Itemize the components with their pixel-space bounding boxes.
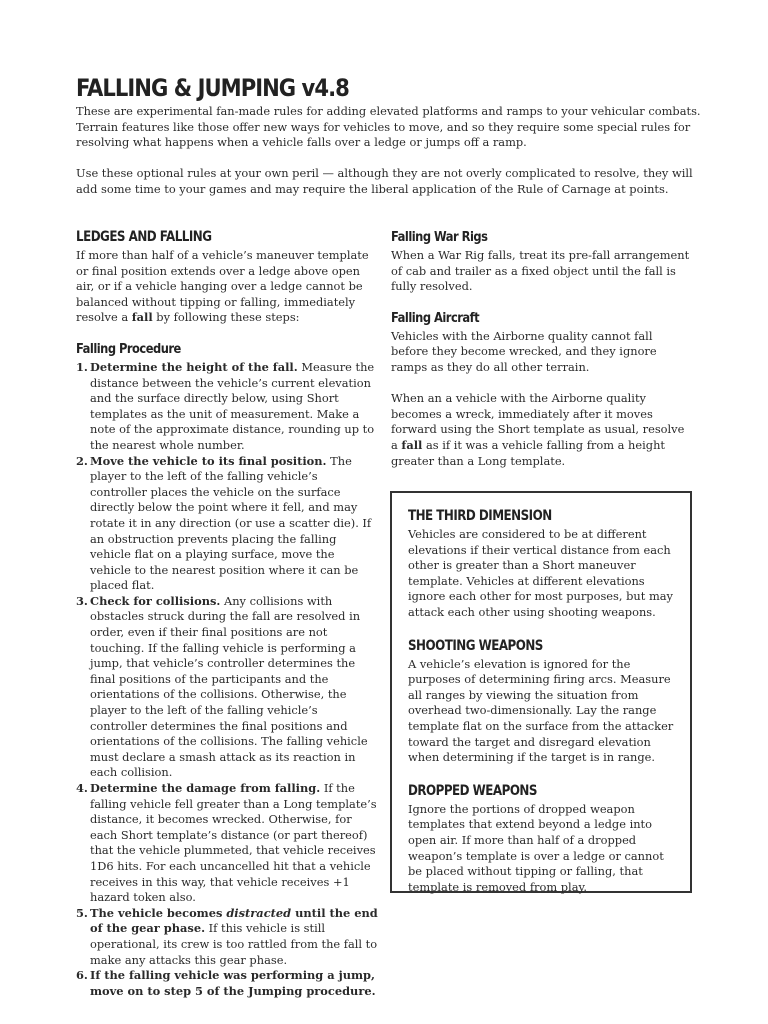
shooting-weapons-heading: SHOOTING WEAPONS bbox=[408, 637, 543, 654]
step-lead: Move the vehicle to its final position. bbox=[90, 453, 327, 468]
step-number: 2. bbox=[76, 453, 88, 468]
step-number: 1. bbox=[76, 359, 88, 374]
step-text: Any collisions with obstacles struck during the fall are resolved in order, even if their final positions are not touching. If the falling vehicle is performing a jump, that vehicle’s controller determines the final positions of the participants and the orientations of the collisions. Otherwise, the player to the left of the falling vehicle’s controller determines the final positions and orientations of the collisions. The falling vehicle must declare a smash attack as its reaction in each collision. bbox=[90, 593, 368, 780]
ledges-text-after: by following these steps: bbox=[152, 310, 300, 325]
step-text: If the falling vehicle fell greater than a Long template’s distance, it becomes wrecked. Otherwise, for each Short template’s distance (or part thereof) that the vehicle plummeted, that vehicle receives 1D6 hits. For each uncancelled hit that a vehicle receives in this way, that vehicle receives +1 hazard token also. bbox=[90, 781, 377, 905]
procedure-steps bbox=[76, 360, 378, 999]
procedure-step bbox=[76, 781, 378, 906]
dropped-weapons-text: Ignore the portions of dropped weapon templates that extend beyond a ledge into open air. If more than half of a dropped weapon’s template is over a ledge or cannot be placed without tipping or falling, that template is removed from play. bbox=[408, 801, 664, 894]
step-number: 4. bbox=[76, 781, 88, 795]
aircraft-paragraph-2: When an a vehicle with the Airborne quality becomes a wreck, immediately after it moves forward using the Short template as usual, resolve a fall as if it was a vehicle falling from a height greater than a Long template. bbox=[391, 391, 685, 468]
step-lead: If the falling vehicle was performing a jump, move on to step 5 of the Jumping procedure. bbox=[90, 968, 376, 998]
intro-paragraph-1: These are experimental fan-made rules for adding elevated platforms and ramps to your vehicular combats. Terrain features like those offer new ways for vehicles to move, and so they require some special rules for resolving what happens when a vehicle falls over a ledge or jumps off a ramp. bbox=[76, 104, 701, 149]
procedure-step bbox=[76, 968, 378, 999]
third-dimension-text: Vehicles are considered to be at different elevations if their vertical distance from each other is greater than a Short maneuver template. Vehicles at different elevations ignore each other for most purposes, but may attack each other using shooting weapons. bbox=[408, 527, 673, 619]
war-rigs-paragraph: When a War Rig falls, treat its pre-fall arrangement of cab and trailer as a fixed object until the fall is fully resolved. bbox=[391, 248, 690, 294]
ledges-text-before: If more than half of a vehicle’s maneuver template or final position extends over a ledge above open air, or if a vehicle hanging over a ledge cannot be balanced without tipping or falling, immediately resolve a bbox=[76, 248, 369, 325]
procedure-step bbox=[76, 454, 378, 594]
procedure-step bbox=[76, 360, 378, 454]
step-number: 3. bbox=[76, 593, 88, 608]
step-lead: Determine the height of the fall. bbox=[90, 359, 298, 374]
aircraft-heading: Falling Aircraft bbox=[391, 309, 480, 326]
war-rigs-heading: Falling War Rigs bbox=[391, 229, 488, 245]
intro-paragraph-2: Use these optional rules at your own peril — although they are not overly complicated to resolve, they will add some time to your games and may require the liberal application of the Rule of Carnage at points. bbox=[76, 166, 693, 196]
dropped-weapons-heading: DROPPED WEAPONS bbox=[408, 782, 537, 799]
ledges-paragraph bbox=[76, 248, 378, 326]
right-column bbox=[391, 228, 691, 469]
step-number: 6. bbox=[76, 968, 88, 983]
step-lead: Determine the damage from falling. bbox=[90, 781, 321, 795]
procedure-step bbox=[76, 594, 378, 781]
step-text: If this vehicle is still operational, its crew is too rattled from the fall to make any attacks this gear phase. bbox=[90, 921, 378, 967]
step-number: 5. bbox=[76, 905, 88, 920]
step-text: Measure the distance between the vehicle’s current elevation and the surface directly below, using Short templates as the unit of measurement. Make a note of the approximate distance, rounding up to the nearest whole number. bbox=[90, 359, 375, 452]
third-dimension-heading: THE THIRD DIMENSION bbox=[408, 508, 552, 524]
step-lead: The vehicle becomes distracted until the end of the gear phase. bbox=[90, 905, 378, 936]
ledges-heading: LEDGES AND FALLING bbox=[76, 229, 212, 245]
procedure-heading: Falling Procedure bbox=[76, 340, 181, 357]
aircraft-paragraph-1: Vehicles with the Airborne quality cannot fall before they become wrecked, and they ignore ramps as they do all other terrain. bbox=[391, 328, 657, 374]
page-title: FALLING & JUMPING v4.8 bbox=[76, 74, 349, 102]
procedure-step bbox=[76, 906, 378, 968]
step-text: The player to the left of the falling vehicle’s controller places the vehicle on the surface directly below the point where it fell, and may rotate it in any direction (or use a scatter die). If an obstruction prevents placing the falling vehicle flat on a playing surface, move the vehicle to the nearest position where it can be placed flat. bbox=[90, 453, 372, 593]
left-column bbox=[76, 228, 378, 999]
ledges-fall-term: fall bbox=[131, 310, 153, 325]
aircraft-fall-term: fall bbox=[401, 437, 423, 452]
third-dimension-sidebar bbox=[390, 491, 692, 893]
shooting-weapons-text: A vehicle’s elevation is ignored for the purposes of determining firing arcs. Measure all ranges by viewing the situation from overhead two-dimensionally. Lay the range template flat on the surface from the attacker toward the target and disregard elevation when determining if the target is in range. bbox=[408, 656, 674, 765]
distracted-term: distracted bbox=[226, 905, 292, 920]
step-lead: Check for collisions. bbox=[90, 593, 221, 608]
intro bbox=[76, 104, 706, 213]
